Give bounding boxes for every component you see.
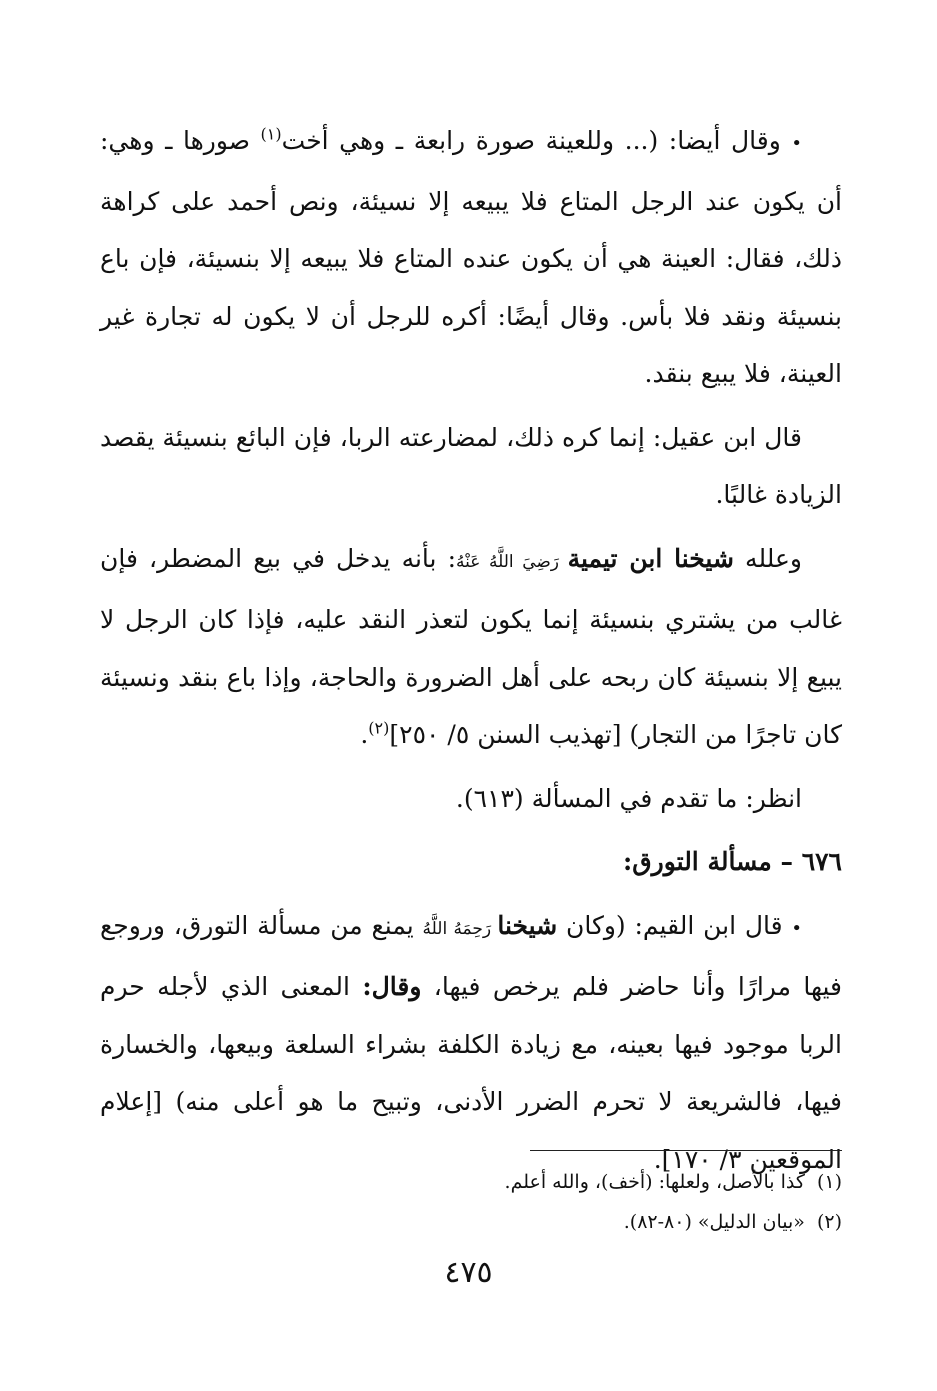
page-number: ٤٧٥ [444, 1255, 493, 1290]
honorific: رَضِيَ اللَّهُ عَنْهُ [456, 551, 568, 572]
bold-word: وقال: [362, 972, 422, 1001]
bullet-icon: • [791, 917, 802, 939]
bold-name: شيخنا ابن تيمية [567, 543, 734, 573]
bold-name: شيخنا [497, 910, 558, 940]
paragraph-4 [100, 770, 842, 828]
text-run: انظر: ما تقدم في المسألة (٦١٣). [455, 783, 802, 813]
footnote-text: «بيان الدليل» (٨٠-٨٢). [623, 1211, 805, 1233]
paragraph-3 [100, 530, 842, 764]
text-run: صورها ـ وهي: أن يكون عند الرجل المتاع فلا يبيعه إلا نسيئة، ونص أحمد على كراهة ذلك، فقال: العينة هي أن يكون عنده المتاع فلا يبيعه إلا بنسيئة، فإن باع بنسيئة ونقد فلا بأس. وقال أيضًا: أكره للرجل أن لا يكون له تجارة غير العينة، فلا يبيع بنقد. [100, 126, 842, 388]
footnote-number: (١) [816, 1171, 842, 1193]
footnotes [100, 1162, 842, 1242]
body-text [100, 112, 842, 1188]
text-run: المعنى الذي لأجله حرم الربا موجود فيها بعينه، مع زيادة الكلفة بشراء السلعة وبيعها، والخسارة فيها، فالشريعة لا تحرم الضرر الأدنى، وتبيح ما هو أعلى منه) [إعلام الموقعين ٣/ ١٧٠]. [100, 972, 842, 1174]
text-run: . [360, 720, 369, 749]
footnote-ref-1: (١) [260, 124, 282, 144]
bullet-icon: • [791, 133, 802, 154]
honorific: رَحِمَهُ اللَّهُ [422, 918, 498, 939]
section-heading [100, 833, 842, 891]
text-run: : بأنه يدخل في بيع المضطر، فإن غالب من يشتري بنسيئة إنما يكون لتعذر النقد عليه، فإذا كان الرجل لا يبيع إلا بنسيئة كان ربحه على أهل الضرورة والحاجة، وإذا باع بنقد ونسيئة كان تاجرًا من التجار) [تهذيب السنن ٥/ ٢٥٠] [100, 543, 842, 749]
text-run: قال ابن عقيل: إنما كره ذلك، لمضارعته الربا، فإن البائع بنسيئة يقصد الزيادة غالبًا. [100, 422, 842, 509]
text-run: يمنع من مسألة التورق، وروجع فيها مرارًا وأنا حاضر فلم يرخص فيها، [100, 910, 842, 1001]
footnote-number: (٢) [816, 1211, 842, 1233]
paragraph-1 [100, 112, 842, 403]
footnote-divider [530, 1150, 842, 1151]
text-run: وقال أيضا: (... وللعينة صورة رابعة ـ وهي أخت [281, 126, 781, 155]
paragraph-5 [100, 897, 842, 1189]
footnote-2 [100, 1202, 842, 1242]
footnote-ref-2: (٢) [368, 718, 390, 738]
paragraph-2 [100, 409, 842, 524]
footnote-1 [100, 1162, 842, 1202]
heading-text: ٦٧٦ – مسألة التورق: [623, 847, 842, 876]
text-run: قال ابن القيم: (وكان [557, 910, 783, 940]
text-run: وعلله [733, 543, 802, 573]
footnote-text: كذا بالأصل، ولعلها: (أخف)، والله أعلم. [504, 1171, 805, 1193]
